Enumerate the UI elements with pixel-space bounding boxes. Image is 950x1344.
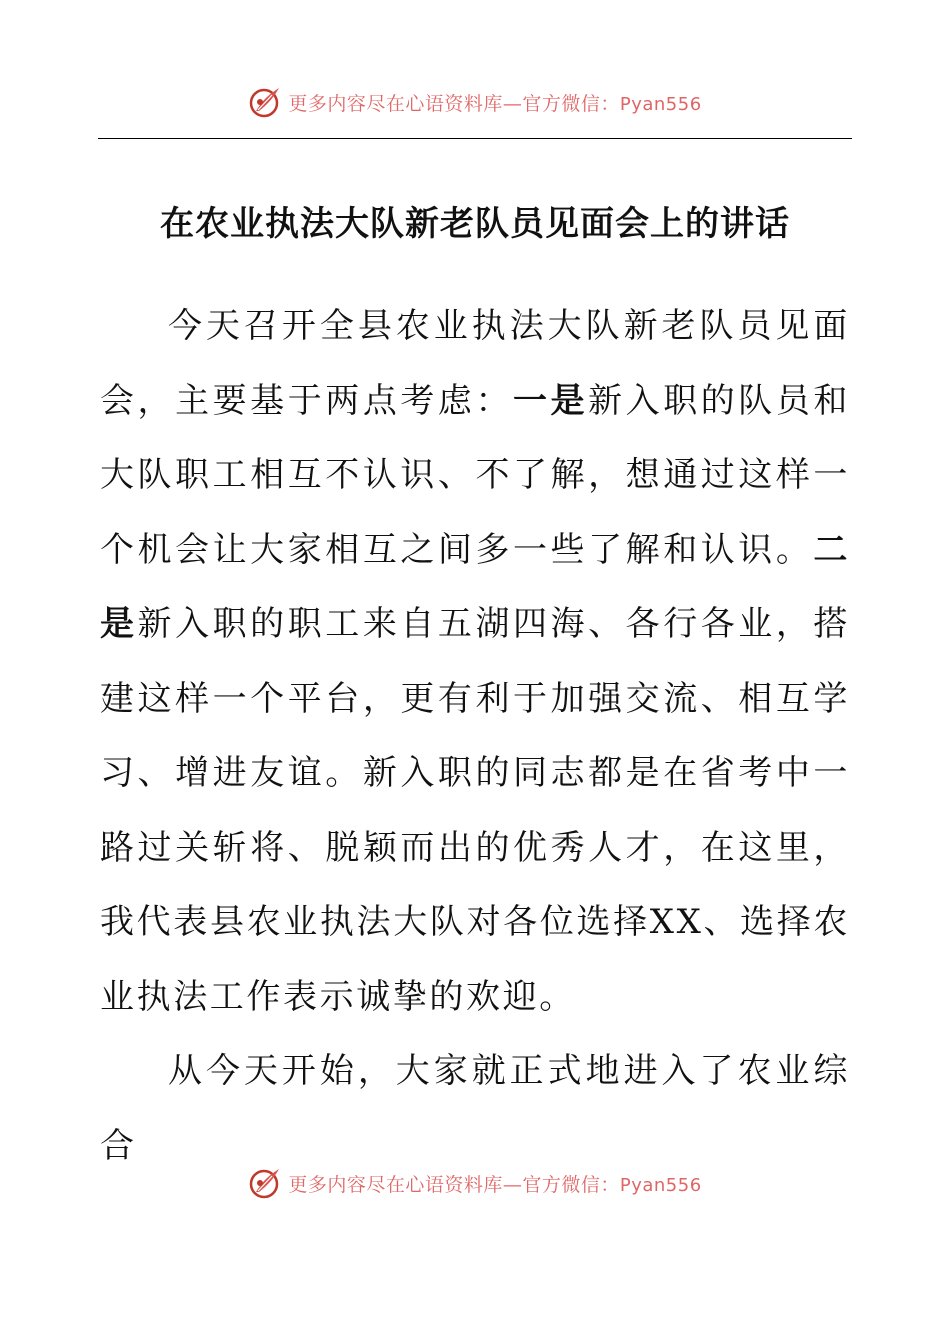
paragraph: 今天召开全县农业执法大队新老队员见面会，主要基于两点考虑：一是新入职的队员和大队职工相互不认识、不了解，想通过这样一个机会让大家相互之间多一些了解和认识。二是新入职的职工来自五湖四海、各行各业，搭建这样一个平台，更有利于加强交流、相互学习、增进友谊。新入职的同志都是在省考中一路过关斩将、脱颖而出的优秀人才，在这里，我代表县农业执法大队对各位选择XX、选择农业执法工作表示诚挚的欢迎。 <box>100 306 850 1017</box>
header-brand-text: 更多内容尽在心语资料库—官方微信：Pyan556 <box>288 92 702 115</box>
footer-wechat-id: Pyan556 <box>619 1174 702 1196</box>
document-title: 在农业执法大队新老队员见面会上的讲话 <box>160 204 790 244</box>
header-wechat-id: Pyan556 <box>619 93 702 115</box>
header-divider <box>98 138 852 139</box>
bold-lead-second: 二是 <box>100 529 850 644</box>
quill-logo-icon <box>248 85 282 119</box>
footer-brand-text: 更多内容尽在心语资料库—官方微信：Pyan556 <box>288 1173 702 1196</box>
document-body <box>100 289 850 1183</box>
bold-lead-first: 一是 <box>513 380 589 421</box>
footer-brand <box>248 1166 701 1200</box>
quill-logo-icon <box>248 1166 282 1200</box>
header-brand <box>248 85 701 119</box>
paragraph: 从今天开始，大家就正式地进入了农业综合 <box>100 1051 850 1166</box>
page-footer <box>0 1163 950 1203</box>
page-header <box>0 82 950 122</box>
